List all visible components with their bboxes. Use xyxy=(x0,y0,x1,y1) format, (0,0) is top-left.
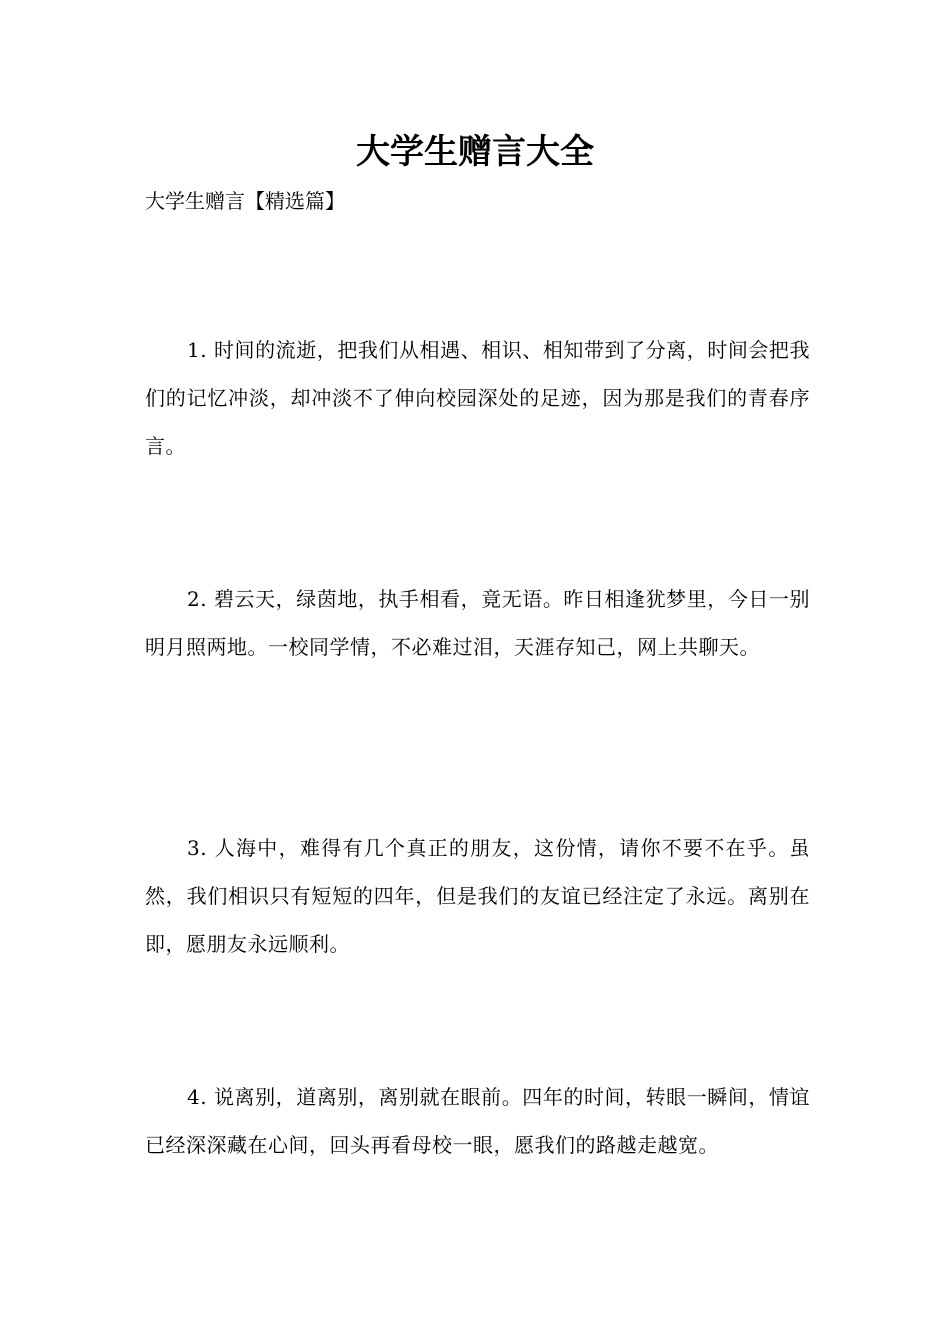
paragraph-3: 3. 人海中，难得有几个真正的朋友，这份情，请你不要不在乎。虽然，我们相识只有短短的四年，但是我们的友谊已经注定了永远。离别在即，愿朋友永远顺利。 xyxy=(145,836,810,956)
paragraph-4: 4. 说离别，道离别，离别就在眼前。四年的时间，转眼一瞬间，情谊已经深深藏在心间，回头再看母校一眼，愿我们的路越走越宽。 xyxy=(145,1085,810,1157)
page-title: 大学生赠言大全 xyxy=(356,132,594,172)
section-subtitle: 大学生赠言【精选篇】 xyxy=(145,189,345,213)
paragraph-1: 1. 时间的流逝，把我们从相遇、相识、相知带到了分离，时间会把我们的记忆冲淡，却冲淡不了伸向校园深处的足迹，因为那是我们的青春序言。 xyxy=(145,338,810,458)
paragraph-2: 2. 碧云天，绿茵地，执手相看，竟无语。昨日相逢犹梦里，今日一别明月照两地。一校同学情，不必难过泪，天涯存知己，网上共聊天。 xyxy=(145,587,810,659)
